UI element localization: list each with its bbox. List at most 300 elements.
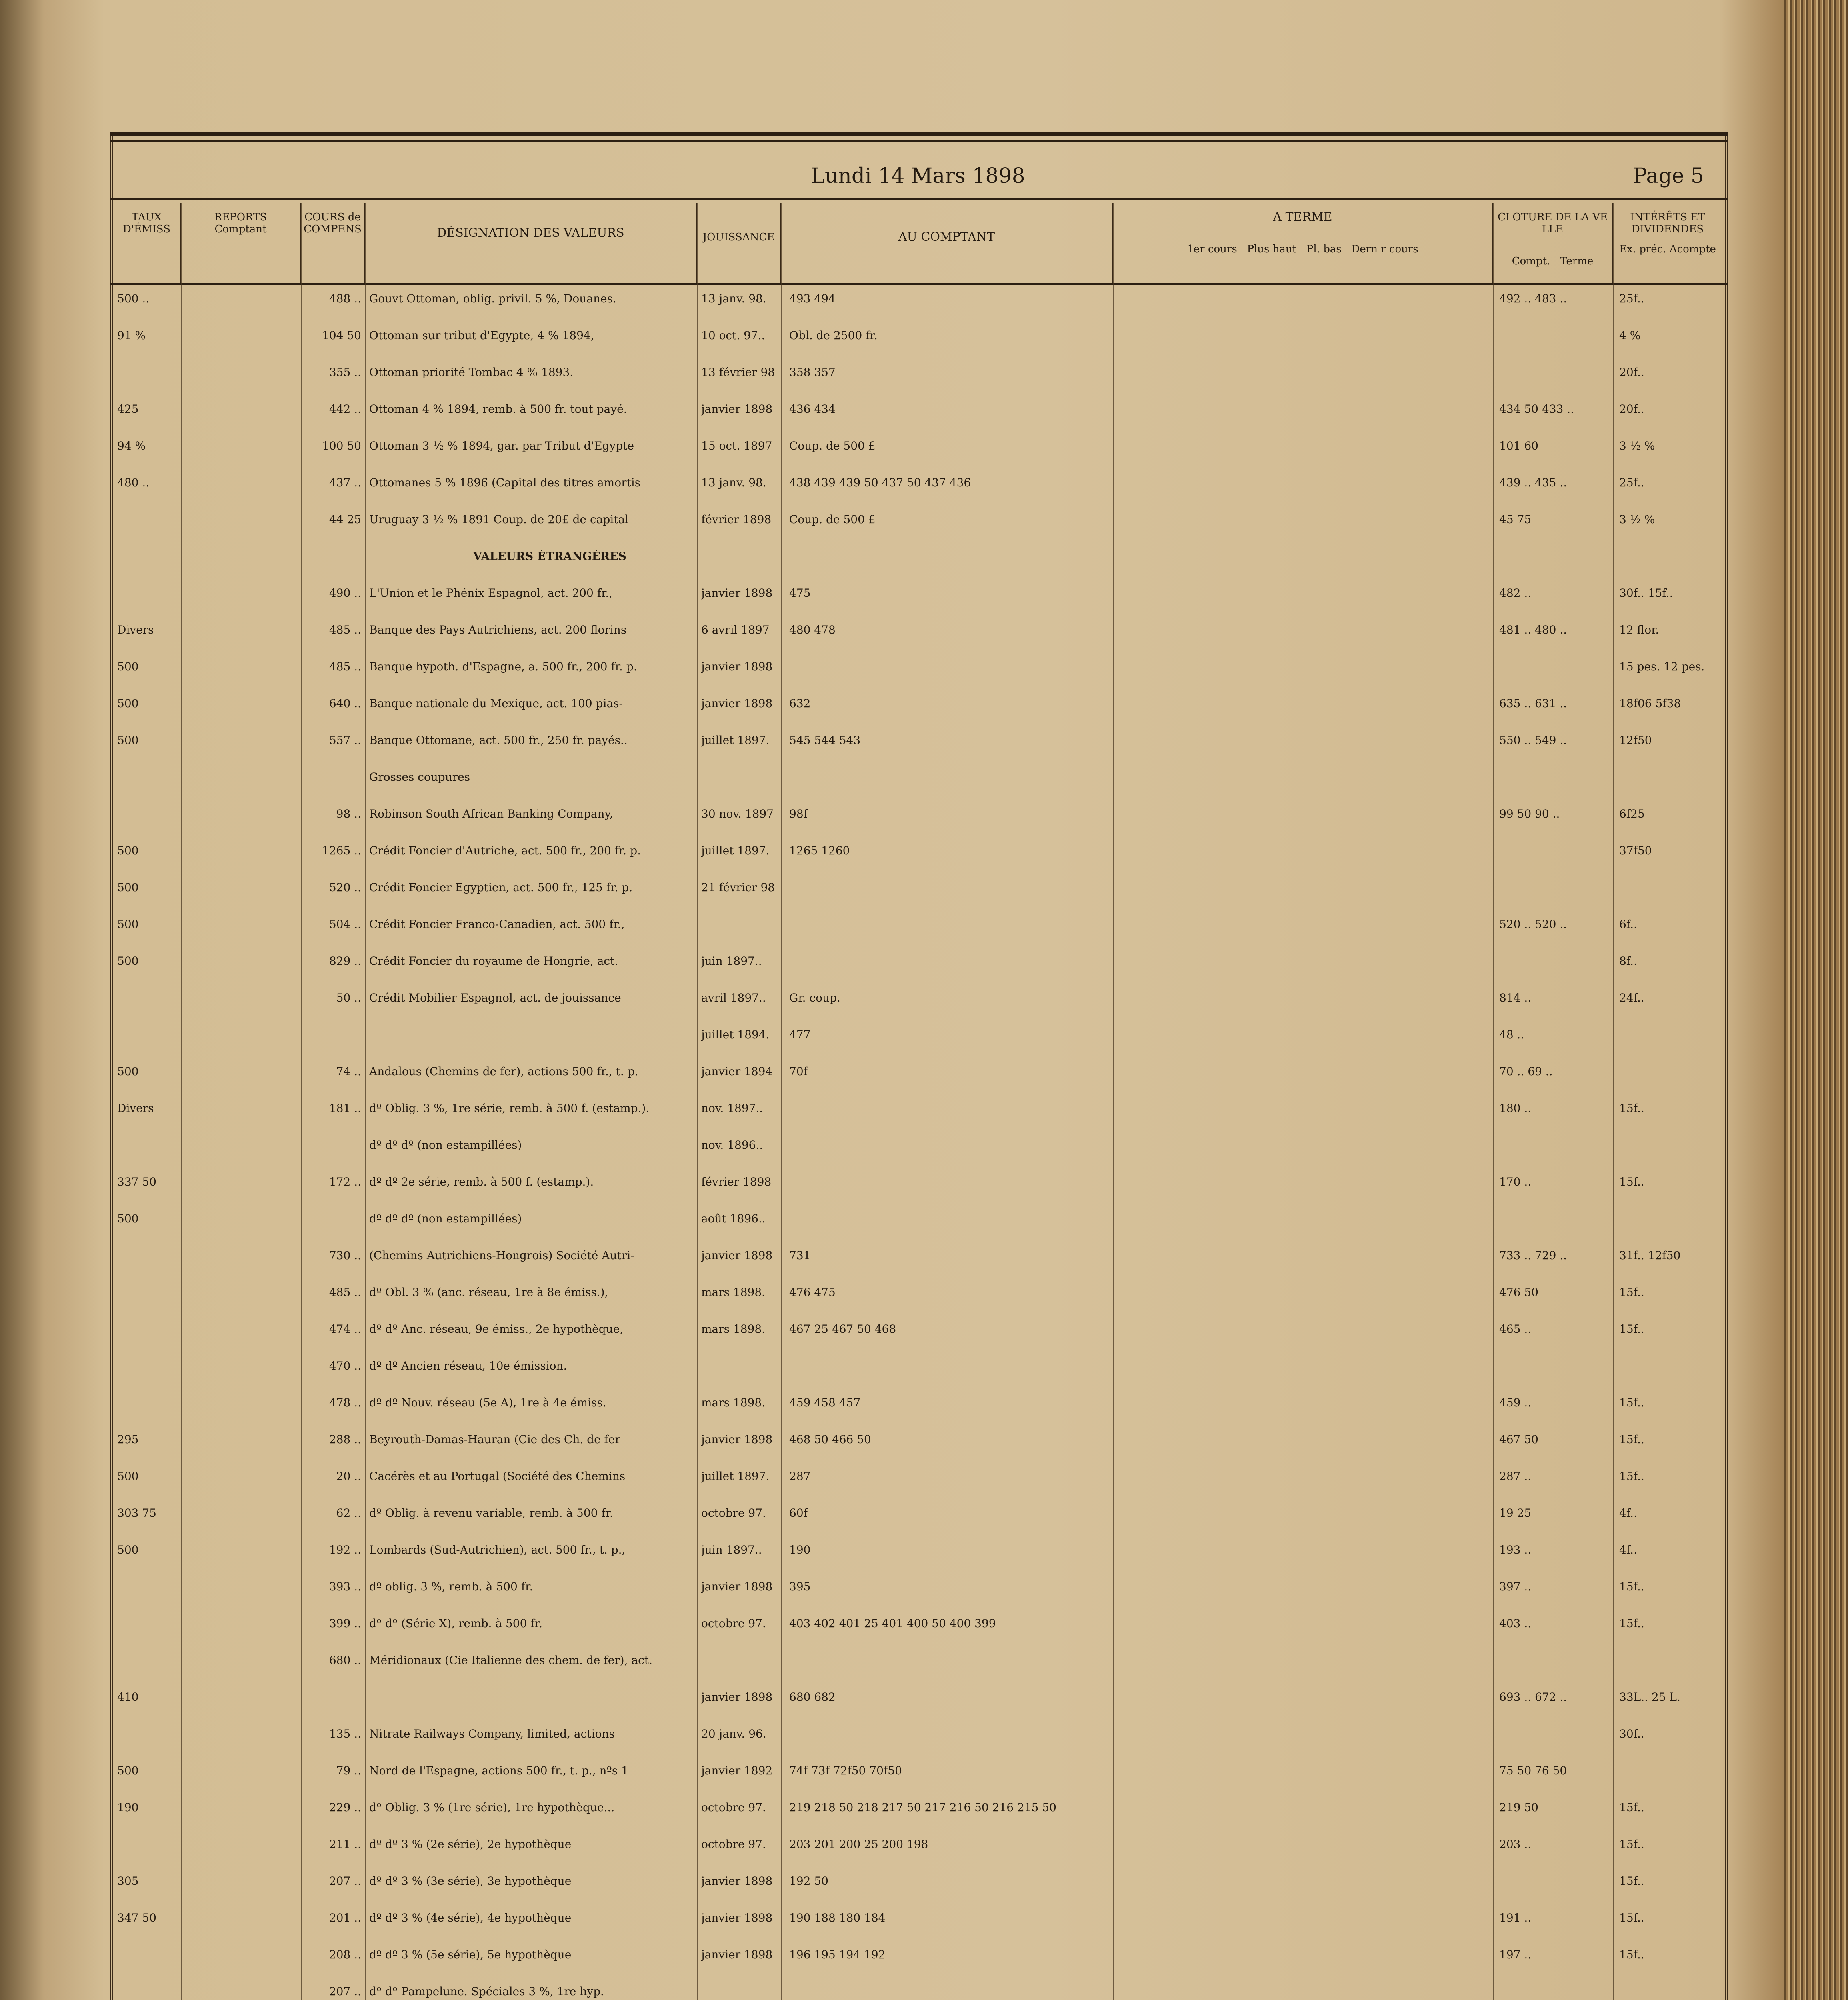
col-terme: Terme [1560,255,1594,267]
cell-comptant: 190 188 180 184 [789,1911,886,1924]
cell-designation: dº dº Anc. réseau, 9e émiss., 2e hypothèque, [369,1322,624,1336]
cell-designation: Nord de l'Espagne, actions 500 fr., t. p., nºs 1 [369,1764,628,1777]
cell-cloture: 197 .. [1499,1948,1532,1961]
table-row [113,513,1722,547]
cell-jouissance: janvier 1898 [701,1911,773,1924]
cell-jouissance: janvier 1898 [701,1433,773,1446]
cell-cours: 172 .. [329,1175,361,1188]
cell-jouissance: 6 avril 1897 [701,623,770,636]
cell-cloture: 476 50 [1499,1286,1538,1299]
col-a-terme [1113,203,1493,283]
cell-designation: dº dº 2e série, remb. à 500 f. (estamp.). [369,1175,594,1188]
cell-designation: dº dº 3 % (2e série), 2e hypothèque [369,1838,572,1851]
cell-cloture: 287 .. [1499,1470,1532,1483]
cell-taux: 410 [117,1690,139,1704]
cell-taux: 425 [117,402,139,416]
cell-cours: 79 .. [336,1764,361,1777]
cell-comptant: 477 [789,1028,811,1041]
cell-jouissance: janvier 1898 [701,660,773,673]
cell-jouissance: mars 1898. [701,1396,766,1409]
cell-interets: 15f.. [1619,1433,1644,1446]
cell-designation: dº dº Pampelune. Spéciales 3 %, 1re hyp. [369,1985,604,1998]
cell-comptant: 476 475 [789,1286,836,1299]
table-row [113,1065,1722,1099]
cell-designation: dº Obl. 3 % (anc. réseau, 1re à 8e émiss.), [369,1286,608,1299]
table-row [113,1433,1722,1467]
cell-comptant: Obl. de 2500 fr. [789,329,878,342]
cell-jouissance: octobre 97. [701,1801,766,1814]
col-compt: Compt. [1512,255,1550,267]
cell-designation: dº dº (Série X), remb. à 500 fr. [369,1617,542,1630]
cell-interets: 15f.. [1619,1322,1644,1336]
cell-comptant: 358 357 [789,366,836,379]
cell-designation: Crédit Foncier Egyptien, act. 500 fr., 125 fr. p. [369,881,633,894]
cell-jouissance: juillet 1894. [701,1028,770,1041]
col-taux [113,203,181,283]
cell-jouissance: juillet 1897. [701,1470,770,1483]
cell-interets: 6f25 [1619,807,1645,820]
cell-designation: dº dº 3 % (4e série), 4e hypothèque [369,1911,572,1924]
col-cloture-label: CLOTURE DE LA VE LLE [1498,211,1608,235]
top-rule [110,132,1728,136]
cell-cours: 520 .. [329,881,361,894]
cell-comptant: 219 218 50 218 217 50 217 216 50 216 215 50 [789,1801,1056,1814]
cell-interets: 8f.. [1619,954,1637,968]
cell-jouissance: 10 oct. 97.. [701,329,765,342]
cell-taux: 500 [117,954,139,968]
cell-comptant: 192 50 [789,1874,828,1888]
cell-taux: 347 50 [117,1911,156,1924]
cell-cours: 288 .. [329,1433,361,1446]
cell-comptant: Coup. de 500 £ [789,513,876,526]
cell-cours: 201 .. [329,1911,361,1924]
col-a-terme-label: A TERME [1273,210,1332,224]
cell-comptant: 395 [789,1580,811,1593]
cell-comptant: Coup. de 500 £ [789,439,876,452]
table-row [113,1580,1722,1614]
column-header-rule [110,283,1728,285]
cell-taux: 500 [117,1764,139,1777]
cell-jouissance: mars 1898. [701,1322,766,1336]
table-row [113,1212,1722,1246]
cell-cours: 181 .. [329,1102,361,1115]
table-row [113,1506,1722,1541]
col-jouissance-label: JOUISSANCE [702,231,775,243]
table-row [113,1396,1722,1430]
cell-cours: 829 .. [329,954,361,968]
cell-jouissance: avril 1897.. [701,991,766,1004]
table-row [113,1985,1722,2000]
cell-cloture: 75 50 76 50 [1499,1764,1567,1777]
cell-jouissance: juin 1897.. [701,954,762,968]
cell-cours: 207 .. [329,1874,361,1888]
cell-cloture: 19 25 [1499,1506,1532,1520]
cell-cloture: 99 50 90 .. [1499,807,1560,820]
col-comptant-label: Comptant [214,223,267,235]
cell-taux: 500 [117,1212,139,1225]
cell-designation: dº dº dº (non estampillées) [369,1138,522,1152]
cell-jouissance: octobre 97. [701,1617,766,1630]
cell-designation: dº dº dº (non estampillées) [369,1212,522,1225]
cell-designation: Beyrouth-Damas-Hauran (Cie des Ch. de fer [369,1433,620,1446]
cell-jouissance: nov. 1897.. [701,1102,763,1115]
cell-comptant: 74f 73f 72f50 70f50 [789,1764,902,1777]
col-taux-label: TAUX D'ÉMISS [122,211,171,235]
cell-taux: 91 % [117,329,146,342]
table-row [113,586,1722,621]
cell-taux: 337 50 [117,1175,156,1188]
cell-cours: 20 .. [336,1470,361,1483]
cell-comptant: 1265 1260 [789,844,850,857]
cell-comptant: Gr. coup. [789,991,840,1004]
cell-cours: 557 .. [329,734,361,747]
col-plus-haut: Plus haut [1247,243,1297,255]
cell-taux: 500 [117,881,139,894]
cell-jouissance: juillet 1897. [701,844,770,857]
cell-cours: 355 .. [329,366,361,379]
cell-designation: Ottoman priorité Tombac 4 % 1893. [369,366,574,379]
cell-interets: 15f.. [1619,1286,1644,1299]
table-row [113,1543,1722,1578]
cell-cloture: 693 .. 672 .. [1499,1690,1567,1704]
cell-jouissance: janvier 1898 [701,402,773,416]
col-cours [301,203,365,283]
table-row [113,1249,1722,1283]
table-row [113,697,1722,731]
table-row [113,439,1722,474]
col-cloture [1493,203,1613,283]
page-edge-stack [1784,0,1848,2000]
cell-cloture: 439 .. 435 .. [1499,476,1567,489]
table-row [113,1690,1722,1725]
cell-cloture: 550 .. 549 .. [1499,734,1567,747]
cell-cours: 470 .. [329,1359,361,1372]
cell-cloture: 48 .. [1499,1028,1524,1041]
table-row [113,1801,1722,1835]
cell-jouissance: janvier 1898 [701,586,773,600]
cell-taux: 500 [117,697,139,710]
cell-jouissance: mars 1898. [701,1286,766,1299]
table-row [113,402,1722,437]
page-number: Page 5 [1633,164,1704,188]
col-jouissance [697,203,781,283]
cell-jouissance: juin 1897.. [701,1543,762,1556]
cell-jouissance: octobre 97. [701,1838,766,1851]
cell-comptant: 632 [789,697,811,710]
cell-jouissance: février 1898 [701,513,772,526]
cell-cloture: 193 .. [1499,1543,1532,1556]
cell-designation: dº dº Ancien réseau, 10e émission. [369,1359,567,1372]
cell-designation: Ottoman 4 % 1894, remb. à 500 fr. tout payé. [369,402,627,416]
table-row [113,1322,1722,1357]
cell-interets: 25f.. [1619,476,1644,489]
cell-jouissance: 13 février 98 [701,366,775,379]
col-reports [181,203,301,283]
cell-designation: Banque Ottomane, act. 500 fr., 250 fr. payés.. [369,734,628,747]
cell-comptant: 196 195 194 192 [789,1948,886,1961]
cell-cloture: 733 .. 729 .. [1499,1249,1567,1262]
cell-interets: 15f.. [1619,1396,1644,1409]
cell-cours: 1265 .. [322,844,361,857]
cell-cours: 192 .. [329,1543,361,1556]
cell-interets: 4f.. [1619,1543,1637,1556]
table-row [113,1286,1722,1320]
cell-designation: Cacérès et au Portugal (Société des Chemins [369,1470,626,1483]
cell-comptant: 403 402 401 25 401 400 50 400 399 [789,1617,996,1630]
cell-cloture: 467 50 [1499,1433,1538,1446]
cell-interets: 15f.. [1619,1102,1644,1115]
table-row [113,660,1722,694]
cell-designation: dº Oblig. 3 %, 1re série, remb. à 500 f. (estamp.). [369,1102,650,1115]
cell-comptant: 190 [789,1543,811,1556]
cell-cours: 44 25 [329,513,361,526]
cell-designation: (Chemins Autrichiens-Hongrois) Société Autri- [369,1249,634,1262]
col-au-comptant [781,203,1113,283]
cell-interets: 31f.. 12f50 [1619,1249,1681,1262]
table-row [113,329,1722,363]
cell-jouissance: janvier 1898 [701,1580,773,1593]
cell-comptant: 467 25 467 50 468 [789,1322,896,1336]
cell-cours: 478 .. [329,1396,361,1409]
cell-jouissance: juillet 1897. [701,734,770,747]
cell-taux: 500 [117,1470,139,1483]
table-row [113,1911,1722,1946]
col-designation [365,203,697,283]
cell-designation: Crédit Foncier Franco-Canadien, act. 500 fr., [369,918,625,931]
cell-cloture: 635 .. 631 .. [1499,697,1567,710]
cell-designation: dº Oblig. 3 % (1re série), 1re hypothèque... [369,1801,615,1814]
cell-designation: Lombards (Sud-Autrichien), act. 500 fr., t. p., [369,1543,626,1556]
table-row [113,1838,1722,1872]
cell-designation: Crédit Mobilier Espagnol, act. de jouissance [369,991,621,1004]
cell-jouissance: janvier 1894 [701,1065,773,1078]
cell-interets: 30f.. 15f.. [1619,586,1673,600]
cell-jouissance: août 1896.. [701,1212,766,1225]
cell-cours: 490 .. [329,586,361,600]
cell-taux: 94 % [117,439,146,452]
cell-comptant: 475 [789,586,811,600]
cell-jouissance: 21 février 98 [701,881,775,894]
cell-cloture: 70 .. 69 .. [1499,1065,1553,1078]
cell-jouissance: février 1898 [701,1175,772,1188]
table-row [113,807,1722,842]
table-row [113,550,1722,584]
cell-taux: 480 .. [117,476,150,489]
cell-cloture: 170 .. [1499,1175,1532,1188]
cell-cours: 135 .. [329,1727,361,1740]
cell-interets: 15 pes. 12 pes. [1619,660,1705,673]
cell-comptant: 480 478 [789,623,836,636]
cell-designation: Banque hypoth. d'Espagne, a. 500 fr., 200 fr. p. [369,660,637,673]
table-row [113,1727,1722,1762]
col-designation-label: DÉSIGNATION DES VALEURS [437,226,624,240]
cell-interets: 24f.. [1619,991,1644,1004]
cell-cours: 393 .. [329,1580,361,1593]
cell-cours: 74 .. [336,1065,361,1078]
cell-cours: 485 .. [329,1286,361,1299]
cell-jouissance: janvier 1898 [701,697,773,710]
col-au-comptant-label: AU COMPTANT [898,230,995,244]
cell-designation: Crédit Foncier d'Autriche, act. 500 fr., 200 fr. p. [369,844,641,857]
cell-cours: 208 .. [329,1948,361,1961]
cell-cloture: 203 .. [1499,1838,1532,1851]
cell-cloture: 465 .. [1499,1322,1532,1336]
cell-interets: 4 % [1619,329,1641,342]
cell-interets: 18f06 5f38 [1619,697,1681,710]
cell-cours: 100 50 [322,439,361,452]
cell-designation: dº oblig. 3 %, remb. à 500 fr. [369,1580,533,1593]
cell-designation: dº dº 3 % (5e série), 5e hypothèque [369,1948,572,1961]
cell-jouissance: janvier 1892 [701,1764,773,1777]
table-row [113,1175,1722,1210]
cell-designation: dº dº Nouv. réseau (5e A), 1re à 4e émiss. [369,1396,606,1409]
col-dern-cours: Dern r cours [1351,243,1418,255]
cell-cloture: 459 .. [1499,1396,1532,1409]
cell-designation: Banque nationale du Mexique, act. 100 pias- [369,697,623,710]
cell-cours: 229 .. [329,1801,361,1814]
cell-interets: 25f.. [1619,292,1644,305]
col-interets-label: INTÉRÊTS ET DIVIDENDES [1630,211,1705,235]
table-row [113,1359,1722,1394]
cell-cloture: 191 .. [1499,1911,1532,1924]
cell-designation: Méridionaux (Cie Italienne des chem. de fer), act. [369,1654,652,1667]
cell-cloture: 397 .. [1499,1580,1532,1593]
table-row [113,1948,1722,1982]
cell-comptant: 60f [789,1506,808,1520]
cell-taux: 500 [117,918,139,931]
page-title: Lundi 14 Mars 1898 [811,164,1025,188]
table-row [113,1764,1722,1798]
cell-interets: 12 flor. [1619,623,1659,636]
table-row [113,1028,1722,1062]
cell-cours: 211 .. [329,1838,361,1851]
cell-taux: 305 [117,1874,139,1888]
cell-interets: 12f50 [1619,734,1652,747]
table-row [113,1470,1722,1504]
cell-taux: 500 [117,1065,139,1078]
table-row [113,954,1722,989]
cell-cours: 488 .. [329,292,361,305]
cell-cloture: 520 .. 520 .. [1499,918,1567,931]
cell-jouissance: janvier 1898 [701,1249,773,1262]
cell-designation: VALEURS ÉTRANGÈRES [473,550,626,563]
table-row [113,1102,1722,1136]
table-row [113,881,1722,915]
cell-designation: Gouvt Ottoman, oblig. privil. 5 %, Douanes. [369,292,616,305]
cell-comptant: 287 [789,1470,811,1483]
cell-comptant: 436 434 [789,402,836,416]
cell-cloture: 492 .. 483 .. [1499,292,1567,305]
cell-interets: 6f.. [1619,918,1637,931]
cell-interets: 15f.. [1619,1580,1644,1593]
cell-cloture: 45 75 [1499,513,1532,526]
cell-cours: 399 .. [329,1617,361,1630]
cell-interets: 15f.. [1619,1175,1644,1188]
col-pl-bas: Pl. bas [1306,243,1342,255]
cell-comptant: 680 682 [789,1690,836,1704]
col-reports-label: REPORTS [214,211,267,223]
cell-interets: 20f.. [1619,366,1644,379]
cell-interets: 15f.. [1619,1874,1644,1888]
cell-cours: 437 .. [329,476,361,489]
cell-designation: Ottomanes 5 % 1896 (Capital des titres amortis [369,476,641,489]
cell-taux: 500 .. [117,292,150,305]
table-row [113,918,1722,952]
cell-designation: Uruguay 3 ½ % 1891 Coup. de 20£ de capital [369,513,629,526]
cell-taux: 500 [117,1543,139,1556]
cell-comptant: 468 50 466 50 [789,1433,871,1446]
cell-taux: 295 [117,1433,139,1446]
col-interets [1613,203,1722,283]
cell-comptant: 98f [789,807,808,820]
cell-cours: 730 .. [329,1249,361,1262]
header-rule [110,198,1728,200]
cell-interets: 3 ½ % [1619,513,1655,526]
cell-jouissance: janvier 1898 [701,1948,773,1961]
cell-jouissance: 15 oct. 1897 [701,439,772,452]
cell-interets: 15f.. [1619,1801,1644,1814]
col-int-prec: Ex. préc. [1619,243,1666,255]
cell-jouissance: 30 nov. 1897 [701,807,774,820]
table-row [113,1138,1722,1173]
col-premier-cours: 1er cours [1187,243,1237,255]
cell-comptant: 731 [789,1249,811,1262]
cell-cours: 640 .. [329,697,361,710]
cell-cours: 62 .. [336,1506,361,1520]
cell-jouissance: 13 janv. 98. [701,476,766,489]
table-row [113,292,1722,326]
cell-jouissance: 20 janv. 96. [701,1727,766,1740]
col-cours-label: COURS de COMPENS [304,211,362,235]
page-header [112,156,1724,196]
cell-cours: 50 .. [336,991,361,1004]
cell-taux: Divers [117,1102,154,1115]
cell-interets: 37f50 [1619,844,1652,857]
cell-interets: 4f.. [1619,1506,1637,1520]
cell-cours: 442 .. [329,402,361,416]
table-row [113,366,1722,400]
cell-taux: 500 [117,660,139,673]
cell-cours: 680 .. [329,1654,361,1667]
table-row [113,1617,1722,1651]
cell-interets: 15f.. [1619,1838,1644,1851]
table-row [113,476,1722,510]
cell-jouissance: octobre 97. [701,1506,766,1520]
cell-designation: Robinson South African Banking Company, [369,807,613,820]
cell-jouissance: nov. 1896.. [701,1138,763,1152]
cell-cloture: 434 50 433 .. [1499,402,1574,416]
cell-comptant: 70f [789,1065,808,1078]
cell-jouissance: 13 janv. 98. [701,292,766,305]
cell-cours: 485 .. [329,660,361,673]
cell-comptant: 459 458 457 [789,1396,861,1409]
col-acompte: Acompte [1669,243,1716,255]
table-row [113,770,1722,805]
cell-comptant: 493 494 [789,292,836,305]
cell-cours: 485 .. [329,623,361,636]
cell-designation: dº dº 3 % (3e série), 3e hypothèque [369,1874,572,1888]
cell-cloture: 814 .. [1499,991,1532,1004]
cell-taux: 303 75 [117,1506,156,1520]
cell-designation: Crédit Foncier du royaume de Hongrie, act. [369,954,618,968]
cell-cours: 474 .. [329,1322,361,1336]
cell-designation: dº Oblig. à revenu variable, remb. à 500 fr. [369,1506,613,1520]
cell-designation: Ottoman 3 ½ % 1894, gar. par Tribut d'Egypte [369,439,634,452]
cell-taux: Divers [117,623,154,636]
cell-interets: 15f.. [1619,1470,1644,1483]
cell-designation: Ottoman sur tribut d'Egypte, 4 % 1894, [369,329,594,342]
cell-interets: 15f.. [1619,1617,1644,1630]
